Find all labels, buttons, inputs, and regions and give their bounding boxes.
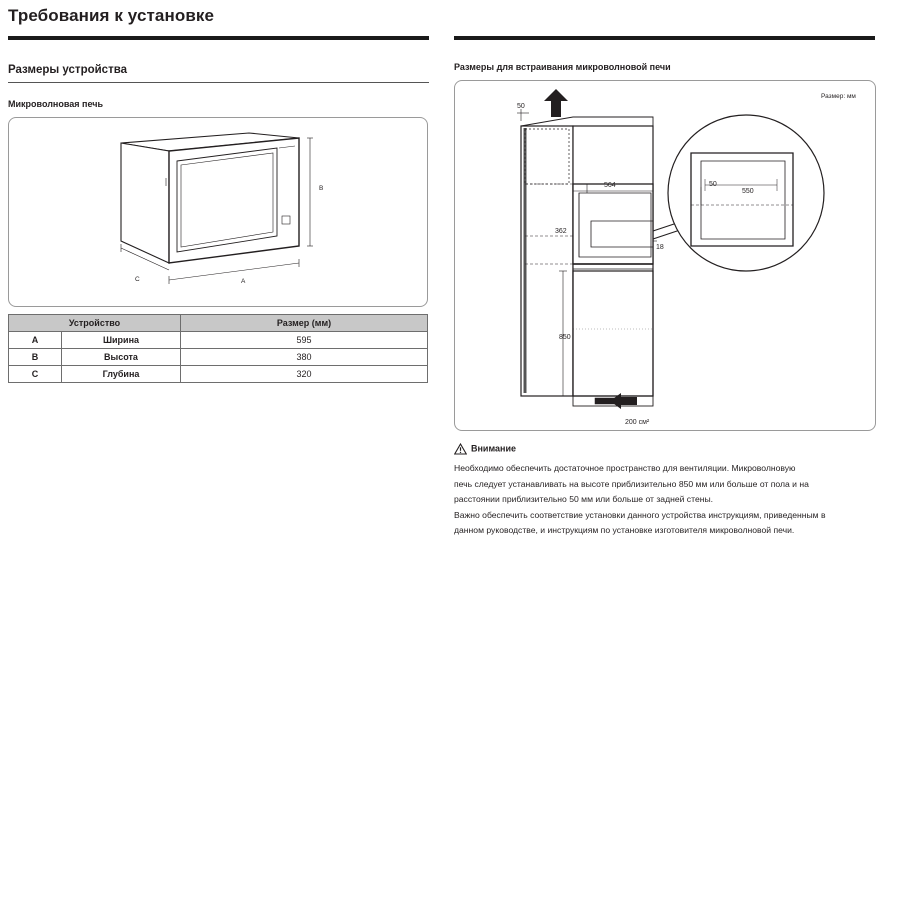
table-row xyxy=(9,332,428,349)
label-detail-depth: 550 xyxy=(742,188,754,195)
column-header-device: Устройство xyxy=(9,315,181,332)
row-code: C xyxy=(9,366,62,383)
unit-note: Размер: мм xyxy=(821,93,856,100)
caution-line: Важно обеспечить соответствие установки данного устройства инструкциям, приведенным в xyxy=(454,509,826,520)
label-niche-height: 362 xyxy=(555,228,567,235)
caution-line: Необходимо обеспечить достаточное пространство для вентиляции. Микроволновую xyxy=(454,463,796,473)
row-name: Высота xyxy=(62,349,181,366)
row-code: A xyxy=(9,332,62,349)
row-name: Глубина xyxy=(62,366,181,383)
title-rule-right xyxy=(454,36,875,40)
row-value: 380 xyxy=(181,349,428,366)
row-name: Ширина xyxy=(62,332,181,349)
label-gap-top: 50 xyxy=(517,103,525,110)
caution-heading xyxy=(454,443,516,455)
label-floor-height: 850 xyxy=(559,334,571,341)
row-value: 595 xyxy=(181,332,428,349)
page-title: Требования к установке xyxy=(8,6,215,25)
title-rule-left xyxy=(8,36,429,40)
microwave-subheading: Микроволновая печь xyxy=(8,99,104,109)
microwave-diagram xyxy=(9,118,427,306)
table-row xyxy=(9,349,428,366)
builtin-dimensions-heading: Размеры для встраивания микроволновой печи xyxy=(454,62,671,72)
microwave-diagram-panel xyxy=(8,117,428,307)
row-value: 320 xyxy=(181,366,428,383)
row-code: B xyxy=(9,349,62,366)
table-header-row xyxy=(9,315,428,332)
caution-line: печь следует устанавливать на высоте приблизительно 850 мм или больше от пола и на xyxy=(454,478,809,489)
caution-body xyxy=(454,461,874,539)
caution-line: расстоянии приблизительно 50 мм или больше от задней стены. xyxy=(454,494,714,504)
height-label: B xyxy=(319,185,324,192)
caution-title: Внимание xyxy=(471,443,516,454)
table-row xyxy=(9,366,428,383)
label-vent-area: 200 см² xyxy=(625,419,650,426)
label-niche-width: 564 xyxy=(604,182,616,189)
depth-label: C xyxy=(135,276,140,283)
caution-line: данном руководстве, и инструкциям по установке изготовителя микроволновой печи. xyxy=(454,525,795,535)
section-rule xyxy=(8,82,429,83)
label-shelf: 18 xyxy=(656,244,664,251)
label-detail-offset: 50 xyxy=(709,181,717,188)
vent-up-arrow xyxy=(544,89,568,117)
column-header-size: Размер (мм) xyxy=(181,315,428,332)
dimensions-table xyxy=(8,314,428,383)
warning-icon xyxy=(454,443,467,455)
width-label: A xyxy=(241,278,246,285)
builtin-diagram xyxy=(455,81,875,430)
device-dimensions-heading: Размеры устройства xyxy=(8,64,128,76)
builtin-diagram-panel xyxy=(454,80,876,431)
